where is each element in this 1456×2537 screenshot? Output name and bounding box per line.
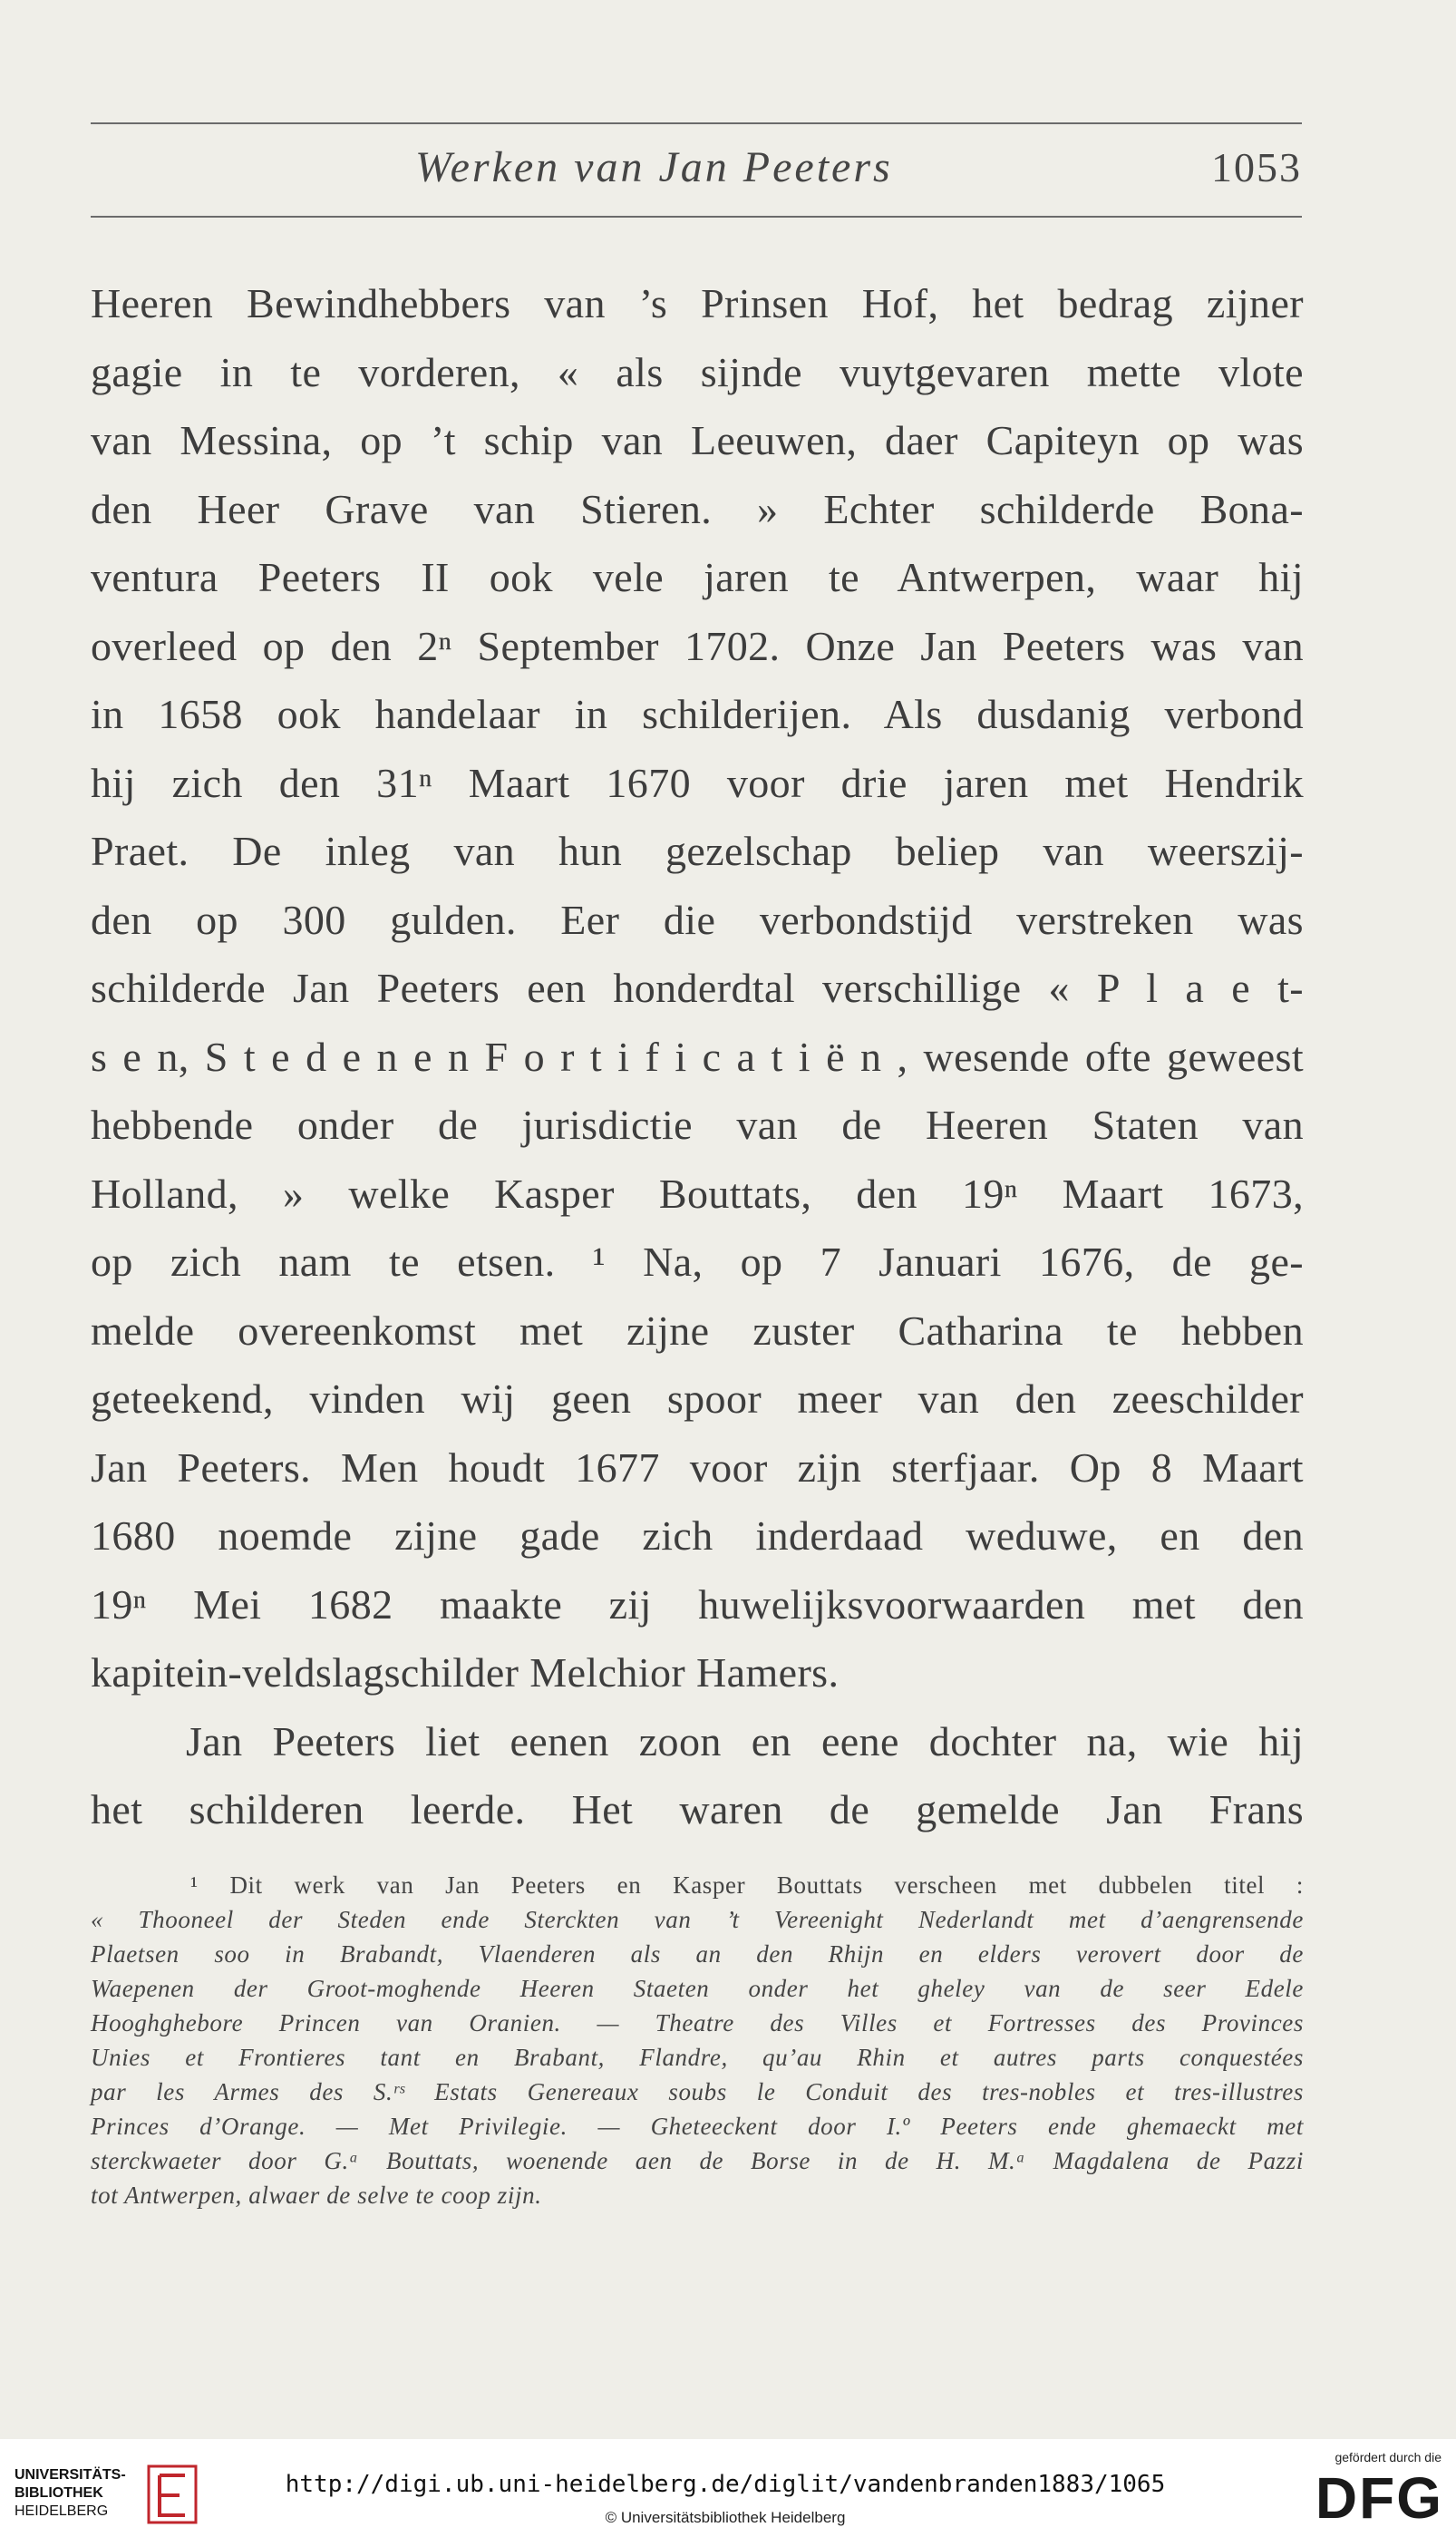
library-name-line: BIBLIOTHEK (15, 2485, 103, 2501)
library-emblem-icon (145, 2463, 199, 2526)
footnote-line: Waepenen der Groot-moghende Heeren Staeten onder het gheley van de seer Edele (91, 1975, 1304, 2002)
running-title: Werken van Jan Peeters (415, 143, 893, 191)
body-line: schilderde Jan Peeters een honderdtal verschillige « P l a e t- (91, 965, 1304, 1011)
dfg-logo: DFG (1315, 2465, 1443, 2531)
source-url-link[interactable]: http://digi.ub.uni-heidelberg.de/diglit/vandenbranden1883/1065 (285, 2471, 1166, 2498)
body-line: in 1658 ook handelaar in schilderijen. Als dusdanig verbond (91, 691, 1304, 737)
library-name-line: UNIVERSITÄTS- (15, 2467, 126, 2483)
body-line: op zich nam te etsen. ¹ Na, op 7 Januari 1676, de ge- (91, 1239, 1304, 1285)
body-line: Praet. De inleg van hun gezelschap beliep van weerszij- (91, 828, 1304, 874)
body-line: den Heer Grave van Stieren. » Echter schilderde Bona- (91, 486, 1304, 532)
page-number: 1053 (1211, 144, 1302, 190)
body-line: Jan Peeters. Men houdt 1677 voor zijn sterfjaar. Op 8 Maart (91, 1444, 1304, 1491)
body-line: ventura Peeters II ook vele jaren te Antwerpen, waar hij (91, 554, 1304, 600)
body-line: gagie in te vorderen, « als sijnde vuytgevaren mette vlote (91, 349, 1304, 395)
body-line: 1680 noemde zijne gade zich inderdaad weduwe, en den (91, 1512, 1304, 1559)
library-name-line: HEIDELBERG (15, 2503, 109, 2519)
body-line: den op 300 gulden. Eer die verbondstijd verstreken was (91, 897, 1304, 943)
body-line: kapitein-veldslagschilder Melchior Hamers. (91, 1649, 840, 1696)
body-line: melde overeenkomst met zijne zuster Catharina te hebben (91, 1307, 1304, 1354)
body-line: Heeren Bewindhebbers van ’s Prinsen Hof, het bedrag zijner (91, 280, 1304, 326)
header-top-rule (91, 122, 1302, 124)
funding-note: gefördert durch die (1335, 2450, 1441, 2464)
body-line: s e n, S t e d e n e n F o r t i f i c a t i ë n , wesende ofte geweest (91, 1034, 1304, 1080)
body-line: 19ⁿ Mei 1682 maakte zij huwelijksvoorwaarden met den (91, 1581, 1304, 1628)
footnote-line: ¹ Dit werk van Jan Peeters en Kasper Bouttats verscheen met dubbelen titel : (190, 1871, 1304, 1899)
body-line: van Messina, op ’t schip van Leeuwen, daer Capiteyn op was (91, 417, 1304, 463)
footnote-line: Princes d’Orange. — Met Privilegie. — Gheteeckent door I.º Peeters ende ghemaeckt met (91, 2113, 1304, 2140)
footnote-line: Plaetsen soo in Brabandt, Vlaenderen als an den Rhijn en elders verovert door de (91, 1940, 1304, 1968)
body-line: Jan Peeters liet eenen zoon en eene dochter na, wie hij (186, 1718, 1304, 1764)
footnote-line: « Thooneel der Steden ende Sterckten van ’t Vereenight Nederlandt met d’aengrensende (91, 1906, 1304, 1933)
footnote-line: sterckwaeter door G.ᵃ Bouttats, woenende aen de Borse in de H. M.ᵃ Magdalena de Pazzi (91, 2147, 1304, 2174)
body-line: hebbende onder de jurisdictie van de Heeren Staten van (91, 1102, 1304, 1148)
body-line: het schilderen leerde. Het waren de gemelde Jan Frans (91, 1786, 1304, 1832)
footer-bar (0, 2439, 1456, 2537)
body-line: Holland, » welke Kasper Bouttats, den 19ⁿ Maart 1673, (91, 1171, 1304, 1217)
footnote-line: Unies et Frontieres tant en Brabant, Flandre, qu’au Rhin et autres parts conquestées (91, 2044, 1304, 2071)
footnote-line: Hooghghebore Princen van Oranien. — Theatre des Villes et Fortresses des Provinces (91, 2009, 1304, 2036)
library-logo (15, 2466, 160, 2521)
footnote-line: tot Antwerpen, alwaer de selve te coop zijn. (91, 2182, 542, 2209)
copyright-notice: © Universitätsbibliothek Heidelberg (605, 2509, 846, 2526)
body-line: overleed op den 2ⁿ September 1702. Onze Jan Peeters was van (91, 623, 1304, 669)
body-line: geteekend, vinden wij geen spoor meer van den zeeschilder (91, 1375, 1304, 1422)
header-bottom-rule (91, 216, 1302, 218)
footnote-line: par les Armes des S.ʳˢ Estats Genereaux soubs le Conduit des tres-nobles et tres-illustres (91, 2078, 1304, 2105)
body-line: hij zich den 31ⁿ Maart 1670 voor drie jaren met Hendrik (91, 760, 1304, 806)
